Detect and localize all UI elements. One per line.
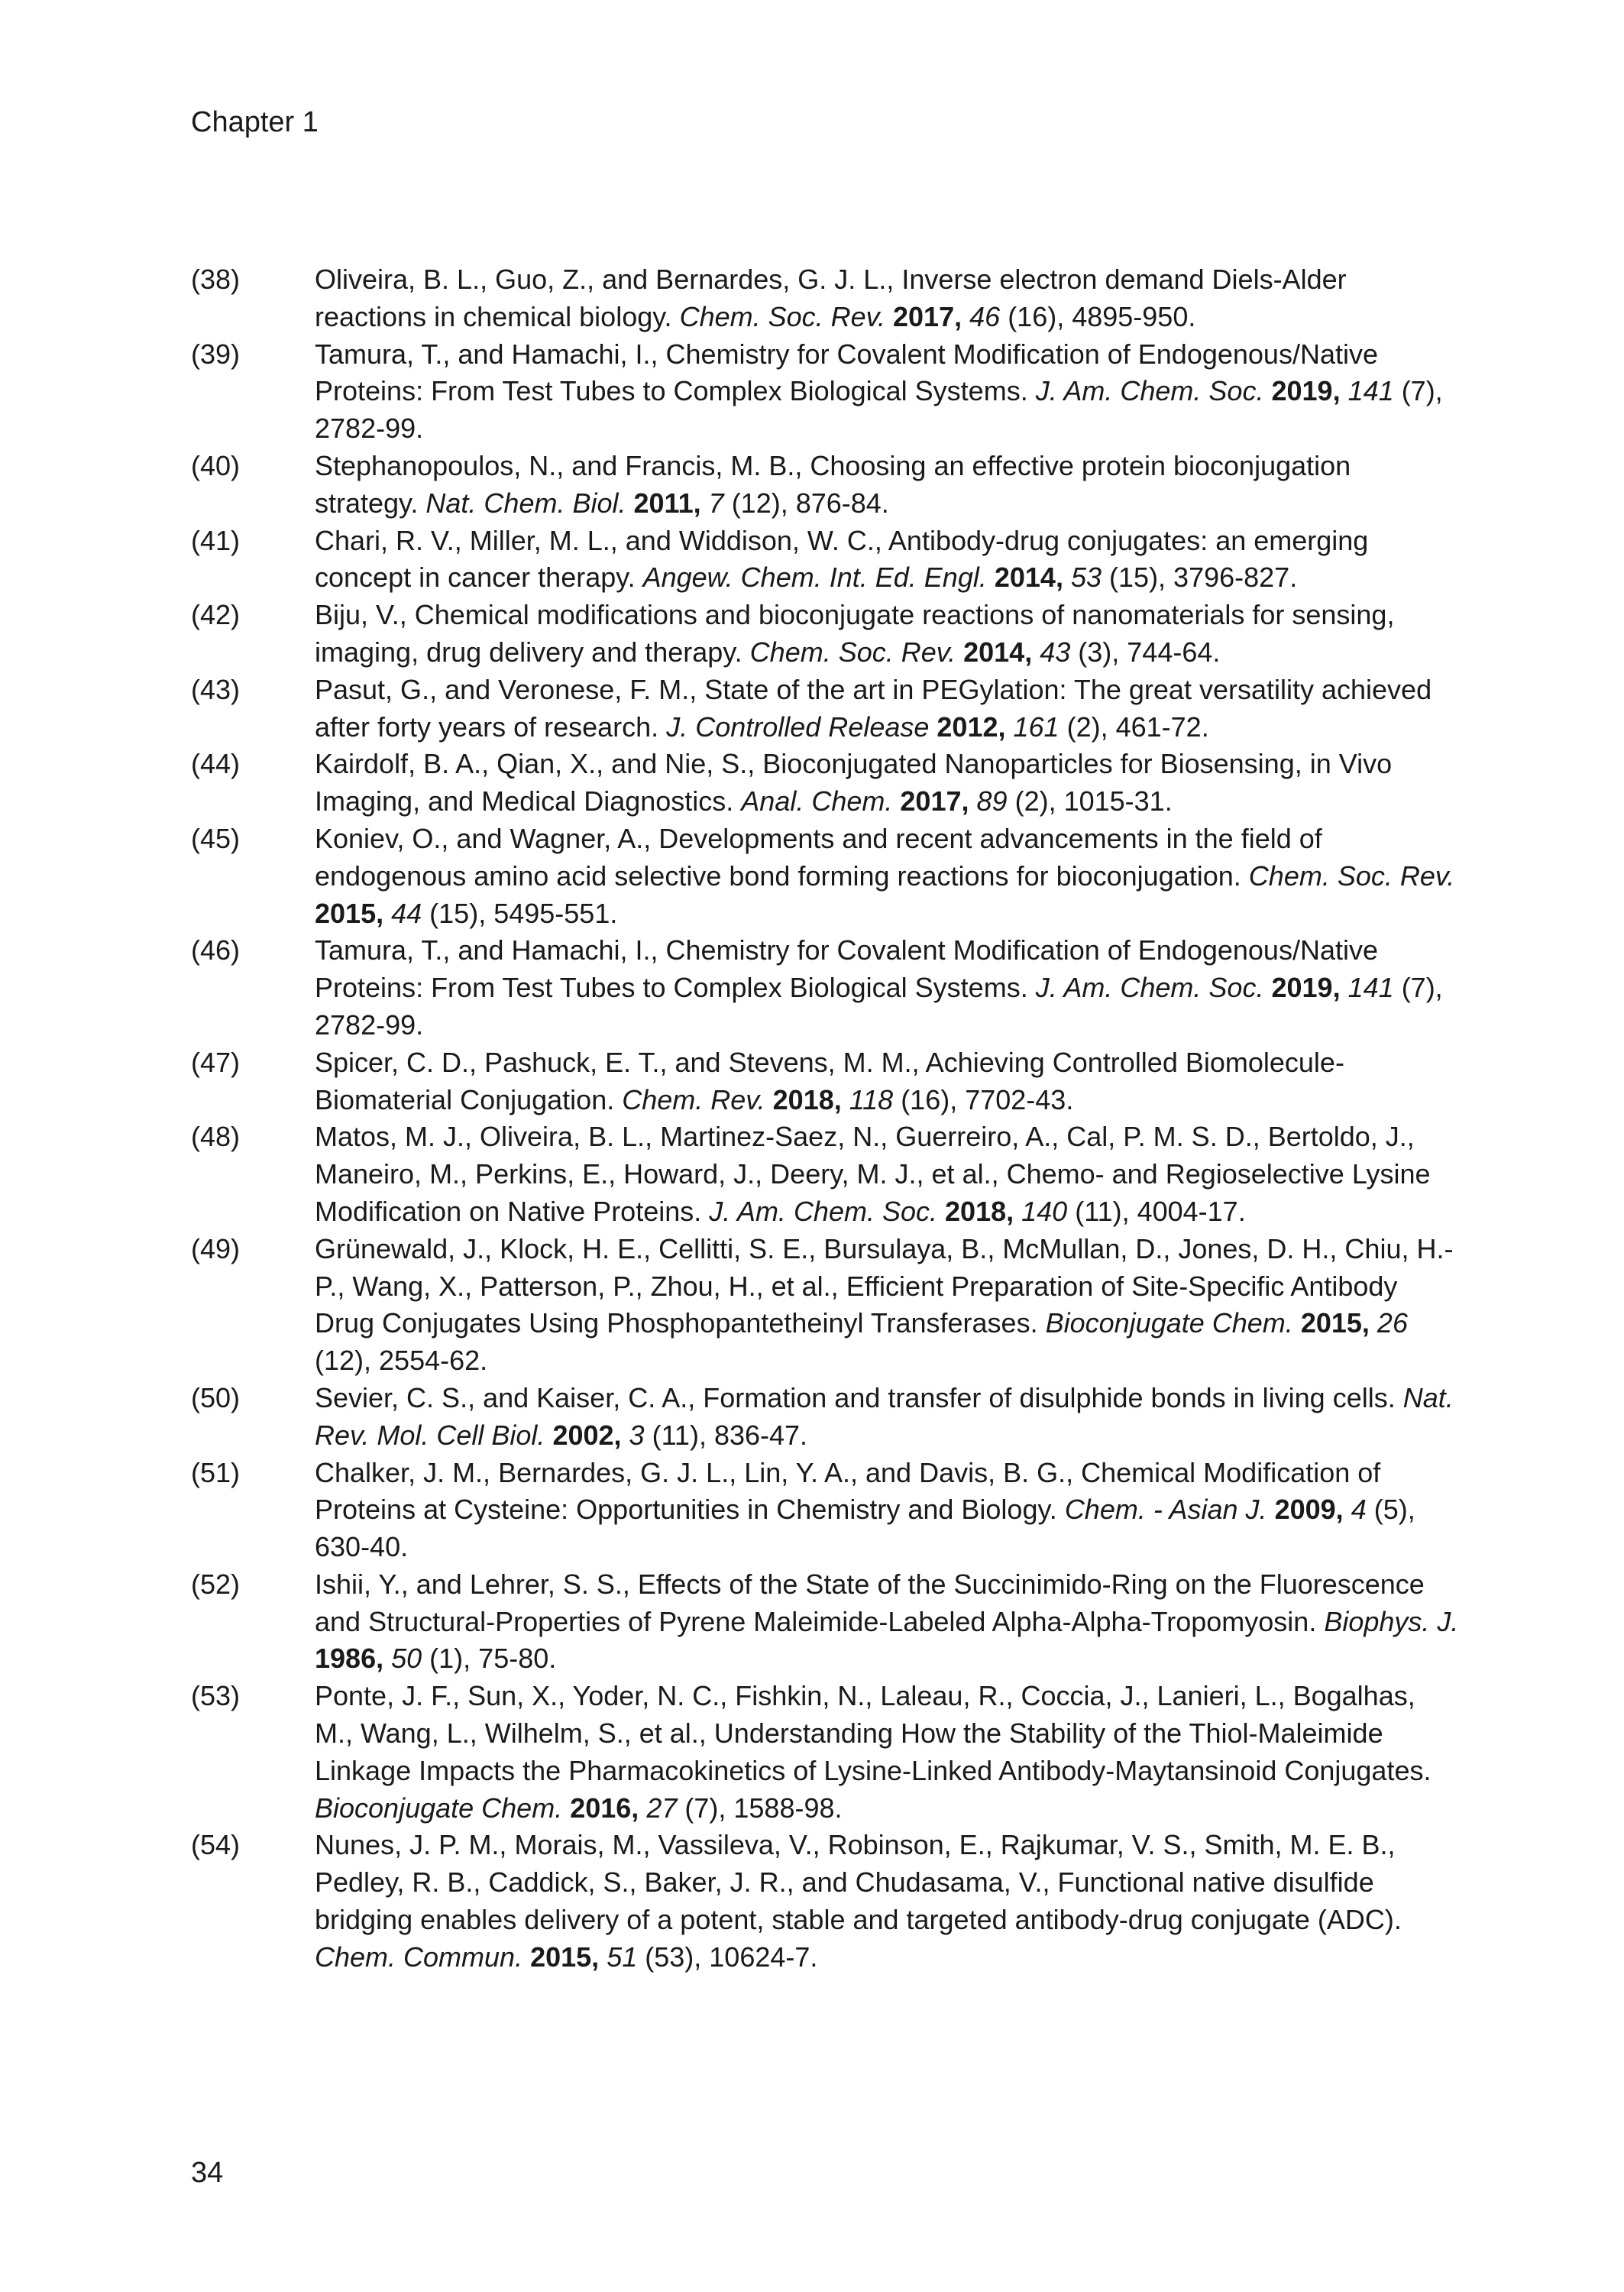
- reference-number: (42): [191, 599, 241, 631]
- reference-year: 2018,: [772, 1083, 842, 1115]
- reference-year: 2012,: [937, 711, 1006, 743]
- reference-year: 2017,: [893, 300, 962, 332]
- reference-body: [315, 1380, 1459, 1455]
- reference-year: 2015,: [1300, 1307, 1370, 1339]
- reference-item: [191, 1455, 1459, 1566]
- reference-journal: Chem. Soc. Rev.: [1248, 860, 1455, 892]
- reference-journal: J. Am. Chem. Soc.: [709, 1195, 938, 1227]
- reference-text: Oliveira, B. L., Guo, Z., and Bernardes, G. J. L., Inverse electron demand Diels-Alder reactions in chemical biology.: [315, 264, 1347, 332]
- reference-journal: Nat. Rev. Mol. Cell Biol.: [315, 1381, 1454, 1451]
- reference-volume: 118: [849, 1083, 894, 1115]
- reference-item: [191, 1118, 1459, 1230]
- reference-journal: Anal. Chem.: [741, 785, 893, 817]
- page-number: 34: [191, 2157, 224, 2189]
- reference-volume: 3: [629, 1419, 645, 1451]
- reference-journal: Nat. Chem. Biol.: [425, 487, 626, 519]
- reference-item: [191, 1678, 1459, 1827]
- reference-item: [191, 336, 1459, 448]
- reference-volume: 141: [1347, 375, 1394, 407]
- reference-item: [191, 1044, 1459, 1119]
- reference-number: (38): [191, 264, 241, 295]
- reference-year: 2014,: [994, 562, 1063, 594]
- reference-text: Tamura, T., and Hamachi, I., Chemistry for Covalent Modification of Endogenous/Native Proteins: From Test Tubes to Complex Biological Systems.: [315, 934, 1378, 1004]
- reference-text: Ponte, J. F., Sun, X., Yoder, N. C., Fishkin, N., Laleau, R., Coccia, J., Lanieri, L., Bogalhas, M., Wang, L., Wilhelm, S., et al., Understanding How the Stability of the Thiol-Maleimide Linkage Impacts the Pharmacokinetics of Lysine-Linked Antibody-Maytansinoid Conjugates.: [315, 1680, 1432, 1786]
- page-header: Chapter 1: [191, 106, 319, 138]
- reference-volume: 7: [708, 487, 724, 519]
- reference-journal: Chem. Commun.: [315, 1941, 523, 1973]
- reference-text: Chalker, J. M., Bernardes, G. J. L., Lin, Y. A., and Davis, B. G., Chemical Modification of Proteins at Cysteine: Opportunities in Chemistry and Biology.: [315, 1456, 1381, 1526]
- reference-number: (53): [191, 1680, 241, 1712]
- reference-item: [191, 523, 1459, 597]
- reference-body: [315, 932, 1459, 1044]
- reference-volume: 89: [976, 785, 1008, 817]
- reference-issue-pages: (15), 5495-551.: [429, 897, 618, 929]
- reference-issue-pages: (3), 744-64.: [1078, 636, 1221, 668]
- reference-volume: 26: [1377, 1307, 1408, 1339]
- reference-journal: Chem. Soc. Rev.: [749, 636, 956, 668]
- reference-number: (50): [191, 1381, 241, 1413]
- reference-item: [191, 1827, 1459, 1976]
- reference-issue-pages: (15), 3796-827.: [1109, 562, 1298, 594]
- reference-text: Ishii, Y., and Lehrer, S. S., Effects of the State of the Succinimido-Ring on the Fluorescence and Structural-Properties of Pyrene Maleimide-Labeled Alpha-Alpha-Tropomyosin.: [315, 1568, 1425, 1637]
- reference-year: 2017,: [900, 785, 969, 817]
- reference-item: [191, 597, 1459, 672]
- reference-journal: J. Am. Chem. Soc.: [1035, 375, 1264, 407]
- reference-text: Nunes, J. P. M., Morais, M., Vassileva, V., Robinson, E., Rajkumar, V. S., Smith, M. E. B., Pedley, R. B., Caddick, S., Baker, J. R., and Chudasama, V., Functional native disulfide bridging enables delivery of a potent, stable and targeted antibody-drug conjugate (ADC).: [315, 1829, 1402, 1936]
- reference-year: 2018,: [945, 1195, 1014, 1227]
- reference-body: [315, 1678, 1459, 1827]
- reference-item: [191, 448, 1459, 523]
- reference-number: (45): [191, 822, 241, 854]
- reference-text: Spicer, C. D., Pashuck, E. T., and Stevens, M. M., Achieving Controlled Biomolecule-Biomaterial Conjugation.: [315, 1046, 1344, 1115]
- reference-year: 2019,: [1271, 375, 1341, 407]
- reference-issue-pages: (53), 10624-7.: [645, 1941, 818, 1973]
- reference-body: [315, 1827, 1459, 1976]
- reference-year: 2019,: [1271, 972, 1341, 1004]
- reference-text: Tamura, T., and Hamachi, I., Chemistry for Covalent Modification of Endogenous/Native Proteins: From Test Tubes to Complex Biological Systems.: [315, 338, 1378, 407]
- reference-number: (44): [191, 748, 241, 780]
- reference-issue-pages: (16), 4895-950.: [1008, 300, 1196, 332]
- reference-year: 2015,: [530, 1941, 600, 1973]
- reference-body: [315, 1566, 1459, 1678]
- reference-issue-pages: (7), 2782-99.: [315, 375, 1443, 445]
- reference-year: 2014,: [963, 636, 1033, 668]
- reference-issue-pages: (7), 2782-99.: [315, 972, 1443, 1041]
- reference-number: (48): [191, 1121, 241, 1153]
- reference-body: [315, 1118, 1459, 1230]
- reference-number: (46): [191, 934, 241, 966]
- reference-text: Koniev, O., and Wagner, A., Developments and recent advancements in the field of endogenous amino acid selective bond forming reactions for bioconjugation.: [315, 822, 1322, 892]
- reference-text: Biju, V., Chemical modifications and bioconjugate reactions of nanomaterials for sensing, imaging, drug delivery and therapy.: [315, 599, 1395, 668]
- reference-issue-pages: (2), 1015-31.: [1014, 785, 1173, 817]
- reference-body: [315, 672, 1459, 746]
- reference-volume: 44: [391, 897, 422, 929]
- reference-issue-pages: (1), 75-80.: [429, 1643, 557, 1675]
- reference-list: [191, 261, 1459, 1976]
- reference-issue-pages: (11), 4004-17.: [1075, 1195, 1246, 1227]
- reference-volume: 161: [1013, 711, 1059, 743]
- reference-journal: Bioconjugate Chem.: [1045, 1307, 1293, 1339]
- reference-body: [315, 336, 1459, 448]
- reference-journal: Chem. Soc. Rev.: [679, 300, 885, 332]
- reference-item: [191, 746, 1459, 821]
- reference-text: Stephanopoulos, N., and Francis, M. B., Choosing an effective protein bioconjugation strategy.: [315, 449, 1351, 519]
- reference-volume: 50: [391, 1643, 422, 1675]
- reference-year: 2009,: [1274, 1494, 1344, 1526]
- reference-year: 2016,: [570, 1792, 639, 1824]
- reference-item: [191, 1566, 1459, 1678]
- reference-volume: 46: [969, 300, 1001, 332]
- reference-number: (49): [191, 1232, 241, 1264]
- reference-year: 2002,: [552, 1419, 622, 1451]
- reference-volume: 53: [1070, 562, 1102, 594]
- reference-text: Kairdolf, B. A., Qian, X., and Nie, S., Bioconjugated Nanoparticles for Biosensing, in Vivo Imaging, and Medical Diagnostics.: [315, 748, 1393, 817]
- reference-issue-pages: (12), 2554-62.: [315, 1345, 488, 1377]
- reference-journal: Angew. Chem. Int. Ed. Engl.: [642, 562, 987, 594]
- reference-body: [315, 1044, 1459, 1119]
- reference-year: 2011,: [633, 487, 701, 519]
- reference-volume: 51: [607, 1941, 638, 1973]
- reference-journal: Biophys. J.: [1324, 1605, 1459, 1637]
- reference-item: [191, 821, 1459, 932]
- reference-item: [191, 261, 1459, 336]
- reference-number: (51): [191, 1456, 241, 1488]
- reference-year: 2015,: [315, 897, 384, 929]
- reference-text: Pasut, G., and Veronese, F. M., State of the art in PEGylation: The great versatility achieved after forty years of research.: [315, 673, 1432, 743]
- reference-body: [315, 597, 1459, 672]
- reference-item: [191, 932, 1459, 1044]
- reference-body: [315, 1455, 1459, 1566]
- reference-issue-pages: (12), 876-84.: [731, 487, 889, 519]
- reference-volume: 141: [1347, 972, 1394, 1004]
- reference-issue-pages: (11), 836-47.: [652, 1419, 808, 1451]
- reference-journal: Chem. - Asian J.: [1064, 1494, 1267, 1526]
- reference-body: [315, 523, 1459, 597]
- reference-body: [315, 746, 1459, 821]
- reference-volume: 27: [646, 1792, 678, 1824]
- reference-body: [315, 261, 1459, 336]
- reference-item: [191, 1231, 1459, 1380]
- reference-volume: 43: [1040, 636, 1071, 668]
- reference-number: (41): [191, 524, 241, 556]
- reference-item: [191, 672, 1459, 746]
- reference-issue-pages: (16), 7702-43.: [901, 1083, 1074, 1115]
- reference-body: [315, 1231, 1459, 1380]
- reference-text: Sevier, C. S., and Kaiser, C. A., Formation and transfer of disulphide bonds in living cells.: [315, 1381, 1396, 1413]
- reference-item: [191, 1380, 1459, 1455]
- reference-journal: Chem. Rev.: [622, 1083, 765, 1115]
- reference-text: Chari, R. V., Miller, M. L., and Widdison, W. C., Antibody-drug conjugates: an emerging concept in cancer therapy.: [315, 524, 1369, 594]
- reference-volume: 140: [1021, 1195, 1068, 1227]
- reference-body: [315, 821, 1459, 932]
- reference-text: Grünewald, J., Klock, H. E., Cellitti, S. E., Bursulaya, B., McMullan, D., Jones, D. H., Chiu, H.-P., Wang, X., Patterson, P., Zhou, H., et al., Efficient Preparation of Site-Specific Antibody Drug Conjugates Using Phosphopantetheinyl Transferases.: [315, 1232, 1454, 1339]
- reference-year: 1986,: [315, 1643, 384, 1675]
- reference-number: (43): [191, 673, 241, 705]
- reference-number: (40): [191, 449, 241, 481]
- reference-journal: J. Am. Chem. Soc.: [1035, 972, 1264, 1004]
- reference-text: Matos, M. J., Oliveira, B. L., Martinez-Saez, N., Guerreiro, A., Cal, P. M. S. D., Bertoldo, J., Maneiro, M., Perkins, E., Howard, J., Deery, M. J., et al., Chemo- and Regioselective Lysine Modification on Native Proteins.: [315, 1121, 1431, 1227]
- reference-issue-pages: (2), 461-72.: [1066, 711, 1209, 743]
- reference-volume: 4: [1351, 1494, 1367, 1526]
- reference-issue-pages: (7), 1588-98.: [684, 1792, 843, 1824]
- reference-number: (52): [191, 1568, 241, 1600]
- reference-number: (54): [191, 1829, 241, 1861]
- reference-number: (39): [191, 338, 241, 370]
- reference-number: (47): [191, 1046, 241, 1078]
- reference-journal: Bioconjugate Chem.: [315, 1792, 563, 1824]
- reference-journal: J. Controlled Release: [666, 711, 930, 743]
- reference-issue-pages: (5), 630-40.: [315, 1494, 1415, 1563]
- reference-body: [315, 448, 1459, 523]
